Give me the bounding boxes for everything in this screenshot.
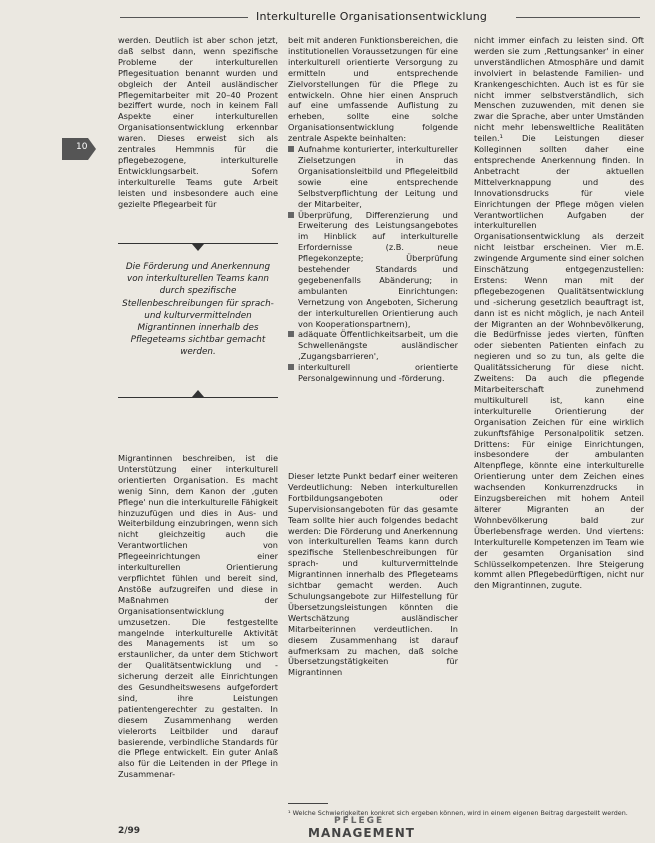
paragraph: nicht immer einfach zu leisten sind. Oft werden sie zum ‚Rettungsanker' in einer unverständlichen Atmosphäre und damit involviert in belastende Familien- und Krankengeschichten. Auch ist es für sie nicht immer selbstverständlich, sich Menschen zuzuwenden, mit denen sie zwar die Sprache, aber unter Umständen nicht mehr lebensweltliche Realitäten teilen.¹ Die Leistungen dieser Kolleginnen sollten daher eine entsprechende Anerkennung finden. In Anbetracht der aktuellen Mittelverknappung und des Innovationsdrucks für viele Einrichtungen der Pflege mögen vielen Verantwortlichen Aufgaben der interkulturellen Organisationsentwicklung als derzeit nicht leistbar erscheinen. Vier m.E. zwingende Argumente sind einer solchen Einschätzung entgegenzustellen: Erstens: Wenn man mit der pflegebezogenen Qualitätsentwicklung und -sicherung gesetzlich beauftragt ist, dann ist es nicht möglich, je nach Anteil der Migranten an der Wohnbevölkerung, die Bedürfnisse jedes vierten, fünften oder siebenten Patienten einfach zu negieren und so zu tun, als gelte die Qualitätssicherung für diese nicht. Zweitens: Da auch die pflegende Mitarbeiterschaft zunehmend multikulturell ist, kann eine interkulturelle Orientierung der Organisation Zeichen für eine wirklich zukunftsfähige Personalpolitik setzen. Drittens: Für einige Einrichtungen, insbesondere der ambulanten Altenpflege, könnte eine interkulturelle Orientierung unter dem Zeichen eines wachsenden Konkurrenzdrucks in Einzugsbereichen mit hohem Anteil älterer Migranten an der Wohnbevölkerung bald zur Überlebensfrage werden. Und viertens: Interkulturelle Kompetenzen im Team wie der gesamten Organisation sind Schlüsselkompetenzen. Ihre Steigerung kommt allen Pflegebedürftigen, nicht nur den Migrantinnen, zugute. [474, 35, 644, 591]
running-header [120, 8, 640, 28]
logo-bottom-text: MANAGEMENT [308, 826, 415, 840]
bullet-square-icon [288, 364, 294, 370]
footnote: ¹ Welche Schwierigkeiten konkret sich ergeben können, wird in einem eigenen Beitrag dargestellt werden. [288, 809, 628, 817]
list-item: Aufnahme konturierter, interkultureller Zielsetzungen in das Organisationsleitbild und Pflegeleitbild sowie eine entsprechende Selbstverpflichtung der Leitung und der Mitarbeiter, [288, 144, 458, 209]
column-1-bottom [118, 453, 278, 780]
triangle-down-icon [192, 244, 204, 251]
triangle-up-icon [192, 390, 204, 397]
bullet-square-icon [288, 146, 294, 152]
header-rule-right [516, 17, 640, 18]
pull-quote-rule-bottom [118, 397, 278, 398]
bullet-square-icon [288, 212, 294, 218]
footnote-rule [288, 803, 328, 804]
list-item: adäquate Öffentlichkeitsarbeit, um die Schwellenängste ausländischer ‚Zugangsbarrieren', [288, 329, 458, 362]
column-3 [474, 35, 644, 591]
paragraph: werden. Deutlich ist aber schon jetzt, daß selbst dann, wenn spezifische Probleme der interkulturellen Pflegesituation benannt wurden und obgleich der Anteil ausländischer Pflegemitarbeiter mit 20–40 Prozent beziffert wurde, noch in keinem Fall Aspekte einer interkulturellen Organisationsentwicklung erkennbar waren. Dieses erweist sich als zentrales Hemmnis für die pflegebezogene, interkulturelle Entwicklungsarbeit. Sofern interkulturelle Teams gute Arbeit leisten und insbesondere auch eine gezielte Pflegearbeit für [118, 35, 278, 209]
column-2-top [288, 35, 458, 384]
paragraph: Migrantinnen beschreiben, ist die Unterstützung einer interkulturell orientierten Organisation. Es macht wenig Sinn, dem Kanon der ‚guten Pflege' nun die interkulturelle Fähigkeit hinzuzufügen und dies in Aus- und Weiterbildung einzubringen, wenn sich nicht gleichzeitig auch die Verantwortlichen von Pflegeeinrichtungen einer interkulturellen Orientierung verpflichtet fühlen und bereit sind, Anstöße aufzugreifen und diese in Maßnahmen der Organisationsentwicklung umzusetzen. Die festgestellte mangelnde interkulturelle Aktivität des Managements ist um so erstaunlicher, da unter dem Stichwort der Qualitätsentwicklung und -sicherung derzeit alle Einrichtungen des Gesundheitswesens aufgefordert sind, ihre Leistungen patientengerechter zu gestalten. In diesem Zusammenhang werden vielerorts Leitbilder und darauf basierende, verbindliche Standards für die Pflege entwickelt. Ein guter Anlaß also für die Leitenden in der Pflege in Zusammenar- [118, 453, 278, 780]
header-rule-left [120, 17, 248, 18]
page-number: 2/99 [118, 826, 141, 836]
paragraph: Dieser letzte Punkt bedarf einer weiteren Verdeutlichung: Neben interkulturellen Fortbildungsangeboten oder Supervisionsangeboten für das gesamte Team sollte hier auch folgendes bedacht werden: Die Förderung und Anerkennung von interkulturellen Teams kann durch spezifische Stellenbeschreibungen für sprach- und kulturvermittelnde Migrantinnen innerhalb des Pflegeteams sichtbar gemacht werden. Auch Schulungsangebote zur Hilfestellung für Übersetzungsleistungen könnten die Wertschätzung ausländischer Mitarbeiterinnen verdeutlichen. In diesem Zusammenhang ist darauf aufmerksam zu machen, daß solche Übersetzungstätigkeiten für Migrantinnen [288, 471, 458, 678]
marker-number: 10 [76, 142, 88, 152]
pull-quote [118, 243, 278, 398]
bullet-square-icon [288, 331, 294, 337]
paragraph: beit mit anderen Funktionsbereichen, die institutionellen Voraussetzungen für eine interkulturell orientierte Versorgung zu ermitteln und entsprechende Zielvorstellungen für die Pflege zu entwickeln. Ohne hier einen Anspruch auf eine umfassende Auflistung zu erheben, sollte eine solche Organisationsentwicklung folgende zentrale Aspekte beinhalten: [288, 35, 458, 144]
column-2-bottom [288, 471, 458, 678]
logo-top-text: PFLEGE [334, 816, 385, 826]
header-title: Interkulturelle Organisationsentwicklung [256, 10, 488, 23]
magazine-logo [302, 816, 422, 840]
pull-quote-text: Die Förderung und Anerkennung von interkulturellen Teams kann durch spezifische Stellenbeschreibungen für sprach- und kulturvermittelnden Migrantinnen innerhalb des Pflegeteams sichtbar gemacht werden. [122, 262, 274, 358]
list-item: interkulturell orientierte Personalgewinnung und -förderung. [288, 362, 458, 384]
column-1-top [118, 35, 278, 210]
bullet-list [288, 144, 458, 384]
list-item: Überprüfung, Differenzierung und Erweiterung des Leistungsangebotes im Hinblick auf interkulturelle Erfordernisse (z.B. neue Pflegekonzepte; Überprüfung bestehender Standards und gegebenenfalls Abänderung; in ambulanten Einrichtungen: Vernetzung von Angeboten, Sicherung der interkulturellen Orientierung auch von Kooperationspartnern), [288, 210, 458, 330]
section-marker [62, 138, 96, 160]
